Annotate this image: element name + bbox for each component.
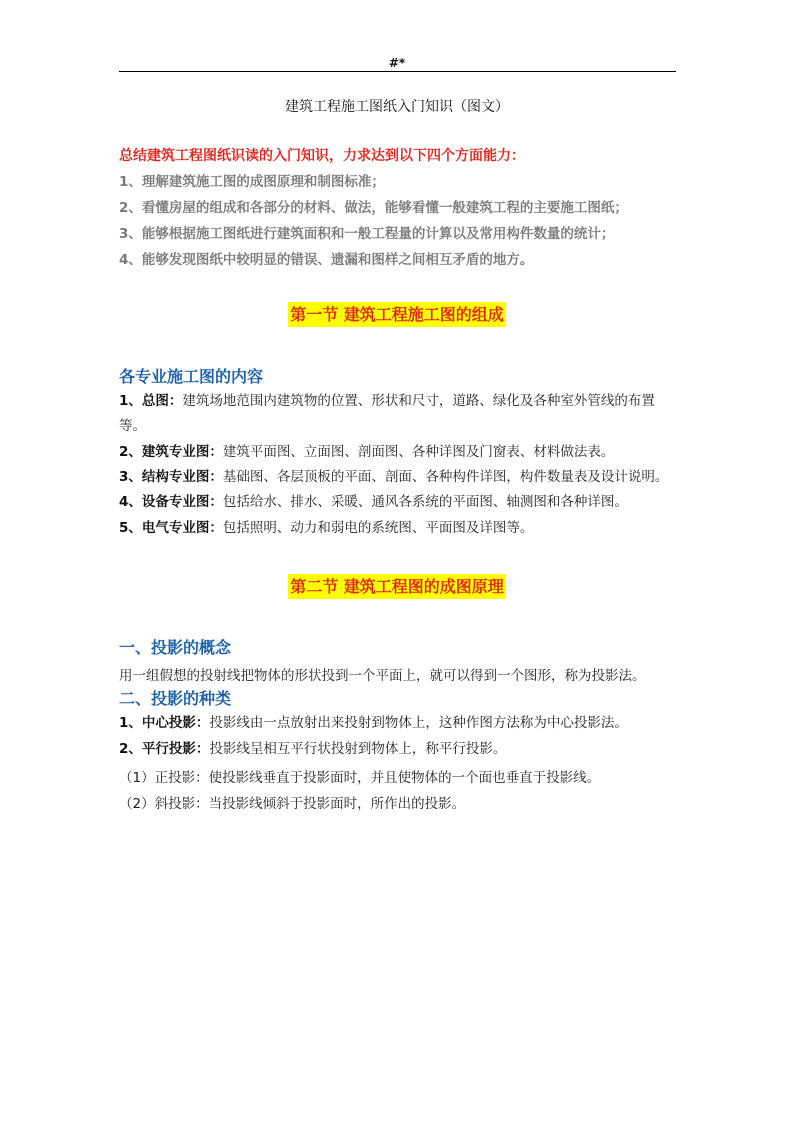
- section-heading-1: [0, 302, 794, 325]
- list-item: [119, 711, 681, 736]
- paragraph-projection-concept: 用一组假想的投射线把物体的形状投到一个平面上，就可以得到一个图形，称为投影法。: [119, 668, 646, 684]
- list-item: [119, 389, 681, 439]
- summary-title: 总结建筑工程图纸识读的入门知识，力求达到以下四个方面能力：: [119, 148, 525, 164]
- summary-item: 4、能够发现图纸中较明显的错误、遗漏和图样之间相互矛盾的地方。: [119, 252, 534, 268]
- item-label: 2、建筑专业图：: [119, 444, 223, 460]
- sub-list-item: （2）斜投影：当投影线倾斜于投影面时，所作出的投影。: [119, 796, 466, 812]
- item-label: 2、平行投影：: [119, 741, 210, 757]
- sub-list-item: （1）正投影：使投影线垂直于投影面时，并且使物体的一个面也垂直于投影线。: [119, 770, 601, 786]
- item-label: 4、设备专业图：: [119, 494, 223, 510]
- subheading-projection-concept: 一、投影的概念: [119, 638, 232, 657]
- header-rule: [119, 71, 676, 72]
- list-item: [119, 516, 681, 541]
- item-text: 包括照明、动力和弱电的系统图、平面图及详图等。: [222, 520, 534, 536]
- section-heading-2-text: 第二节 建筑工程图的成图原理: [288, 574, 506, 599]
- item-label: 3、结构专业图：: [119, 469, 223, 485]
- summary-item: 3、能够根据施工图纸进行建筑面积和一般工程量的计算以及常用构件数量的统计；: [119, 226, 615, 242]
- summary-item: 1、理解建筑施工图的成图原理和制图标准；: [119, 174, 385, 190]
- list-item: [119, 490, 681, 515]
- item-text: 包括给水、排水、采暖、通风各系统的平面图、轴测图和各种详图。: [222, 494, 628, 510]
- subheading-specialty-contents: 各专业施工图的内容: [119, 367, 264, 386]
- list-item: [119, 737, 681, 762]
- subheading-projection-types: 二、投影的种类: [119, 689, 232, 708]
- section-heading-2: [0, 574, 794, 597]
- item-label: 1、中心投影：: [119, 715, 210, 731]
- item-label: 1、总图：: [119, 393, 183, 409]
- item-text: 基础图、各层顶板的平面、剖面、各种构件详图，构件数量表及设计说明。: [222, 469, 669, 485]
- item-text: 投影线呈相互平行状投射到物体上，称平行投影。: [209, 741, 507, 757]
- page-header-mark: #*: [388, 56, 406, 70]
- list-item: [119, 440, 681, 465]
- list-item: [119, 465, 681, 490]
- summary-item: 2、看懂房屋的组成和各部分的材料、做法，能够看懂一般建筑工程的主要施工图纸；: [119, 200, 628, 216]
- item-text: 投影线由一点放射出来投射到物体上，这种作图方法称为中心投影法。: [209, 715, 628, 731]
- item-text: 建筑场地范围内建筑物的位置、形状和尺寸，道路、绿化及各种室外管线的布置等。: [119, 393, 655, 434]
- document-title: 建筑工程施工图纸入门知识（图文）: [285, 99, 509, 115]
- item-label: 5、电气专业图：: [119, 520, 223, 536]
- item-text: 建筑平面图、立面图、剖面图、各种详图及门窗表、材料做法表。: [222, 444, 615, 460]
- section-heading-1-text: 第一节 建筑工程施工图的组成: [288, 302, 506, 327]
